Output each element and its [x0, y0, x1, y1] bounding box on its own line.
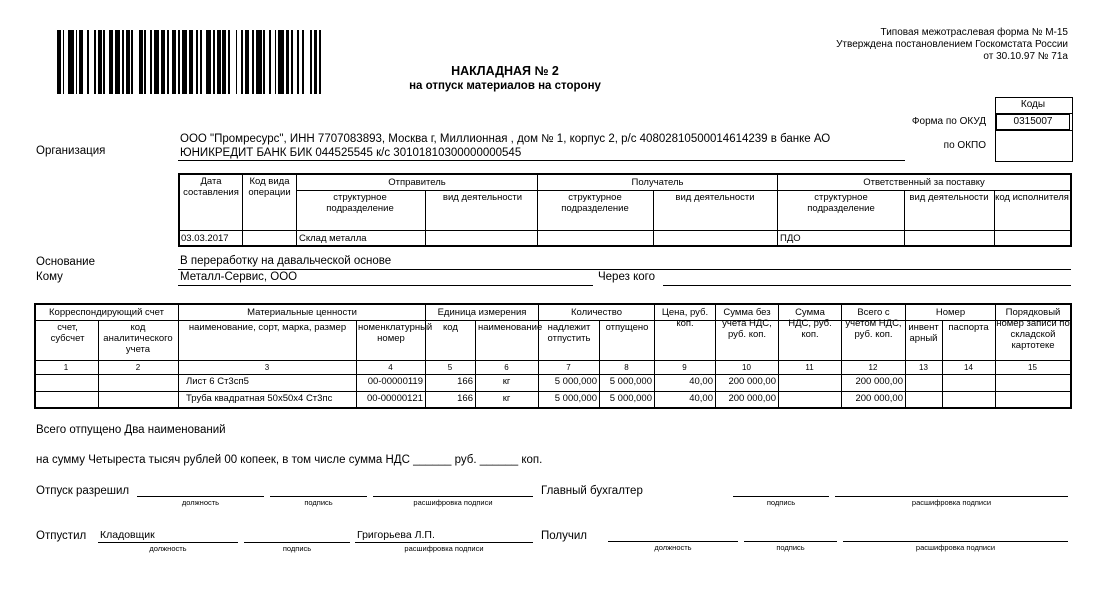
cell-total[interactable]: 200 000,00: [855, 393, 903, 404]
cell-name[interactable]: Лист 6 Ст3сп5: [186, 376, 249, 387]
cell-qty_rel[interactable]: 5 000,000: [609, 376, 652, 387]
sig4-position: должность: [654, 543, 692, 552]
okpo-label: по ОКПО: [943, 140, 986, 151]
header-qty: Количество: [570, 307, 623, 318]
value-resp-div[interactable]: ПДО: [780, 233, 801, 244]
header-qty-due: надлежит отпустить: [547, 322, 591, 344]
cell-name[interactable]: Труба квадратная 50х50х4 Ст3пс: [186, 393, 333, 404]
column-number: 5: [447, 363, 453, 372]
cell-price[interactable]: 40,00: [689, 376, 713, 387]
header-date: Дата составления: [183, 176, 239, 198]
header-unit: Единица измерения: [437, 307, 527, 318]
codes-header: Коды: [1020, 99, 1046, 110]
cell-qty_rel[interactable]: 5 000,000: [609, 393, 652, 404]
cell-nomen[interactable]: 00-00000119: [367, 376, 423, 387]
column-number: 13: [919, 363, 928, 372]
released-by-label: Отпустил: [36, 530, 87, 542]
header-total: Всего с учетом НДС, руб. коп.: [845, 307, 902, 340]
barcode: [57, 30, 325, 94]
header-material: Материальные ценности: [247, 307, 357, 318]
organization-label: Организация: [36, 145, 106, 157]
header-corr-account: Корреспондирующий счет: [49, 307, 164, 318]
column-number: 12: [868, 363, 878, 372]
total-items: Всего отпущено Два наименований: [36, 424, 226, 436]
cell-qty_due[interactable]: 5 000,000: [554, 393, 597, 404]
document-title: НАКЛАДНАЯ № 2: [451, 64, 559, 78]
basis-value[interactable]: В переработку на давальческой основе: [180, 255, 392, 267]
header-vat: Сумма НДС, руб. коп.: [788, 307, 832, 340]
okud-value: 0315007: [1013, 116, 1053, 127]
release-permitted-label: Отпуск разрешил: [36, 485, 130, 497]
to-whom-value[interactable]: Металл-Сервис, ООО: [180, 271, 298, 283]
to-whom-label: Кому: [36, 271, 63, 283]
header-nomen: номенклатурный номер: [358, 322, 433, 344]
organization-line2: ЮНИКРЕДИТ БАНК БИК 044525545 к/с 30101810300000000545: [180, 147, 522, 159]
header-resp-act: вид деятельности: [909, 192, 989, 203]
sig3-decoding: расшифровка подписи: [404, 544, 484, 553]
header-sender-div: структурное подразделение: [326, 192, 394, 214]
released-name[interactable]: Григорьева Л.П.: [357, 529, 435, 541]
sig1-signature: подпись: [304, 498, 333, 507]
form-info-line2: Утверждена постановлением Госкомстата России: [836, 39, 1068, 50]
chief-accountant-label: Главный бухгалтер: [541, 485, 643, 497]
through-label: Через кого: [598, 271, 655, 283]
column-number: 15: [1028, 363, 1037, 372]
header-receiver-div: структурное подразделение: [561, 192, 629, 214]
header-analytic: код аналитического учета: [103, 322, 173, 355]
header-qty-released: отпущено: [605, 322, 649, 333]
cell-unit_code[interactable]: 166: [457, 376, 473, 387]
sig3-position: должность: [149, 544, 187, 553]
header-exec-code: код исполнителя: [995, 192, 1069, 203]
header-responsible: Ответственный за поставку: [863, 177, 985, 188]
header-sender: Отправитель: [388, 177, 446, 188]
organization-value: [180, 132, 830, 160]
released-position[interactable]: Кладовщик: [100, 529, 155, 541]
okud-label: Форма по ОКУД: [911, 116, 986, 127]
cell-unit_code[interactable]: 166: [457, 393, 473, 404]
cell-sum[interactable]: 200 000,00: [728, 393, 776, 404]
column-number: 7: [566, 363, 571, 372]
header-price: Цена, руб. коп.: [661, 307, 709, 329]
column-number: 8: [624, 363, 629, 372]
form-info: [836, 27, 1068, 63]
organization-line1: ООО "Промресурс", ИНН 7707083893, Москва г, Миллионная , дом № 1, корпус 2, р/с 40802810500014614239 в банке АО: [180, 133, 831, 145]
header-receiver: Получатель: [631, 177, 684, 188]
cell-sum[interactable]: 200 000,00: [728, 376, 776, 387]
sig2-signature: подпись: [766, 498, 796, 507]
header-op-code: Код вида операции: [248, 176, 291, 198]
column-number: 14: [964, 363, 973, 372]
sig2-decoding: расшифровка подписи: [911, 498, 992, 507]
sig4-decoding: расшифровка подписи: [915, 543, 996, 552]
header-sender-act: вид деятельности: [442, 192, 523, 203]
header-receiver-act: вид деятельности: [675, 192, 755, 203]
column-number: 11: [805, 363, 814, 372]
header-account: счет, субсчет: [50, 322, 85, 344]
total-sum: на сумму Четыреста тысяч рублей 00 копеек, в том числе сумма НДС ______ руб. ______ коп.: [36, 454, 543, 466]
column-number: 6: [504, 363, 509, 372]
column-number: 3: [264, 363, 270, 372]
document-subtitle: на отпуск материалов на сторону: [409, 80, 601, 92]
cell-nomen[interactable]: 00-00000121: [367, 393, 423, 404]
header-number: Номер: [935, 307, 966, 318]
cell-unit_name[interactable]: кг: [502, 376, 511, 387]
sig3-signature: подпись: [282, 544, 312, 553]
header-passport: паспорта: [948, 322, 989, 333]
sig4-signature: подпись: [776, 543, 805, 552]
sig1-decoding: расшифровка подписи: [413, 498, 493, 507]
header-unit-code: код: [443, 322, 458, 333]
column-number: 4: [388, 363, 393, 372]
basis-label: Основание: [36, 256, 95, 268]
cell-price[interactable]: 40,00: [689, 393, 713, 404]
header-sum: Сумма без учета НДС, руб. коп.: [722, 307, 772, 340]
header-resp-div: структурное подразделение: [807, 192, 875, 214]
value-sender-div[interactable]: Склад металла: [299, 233, 367, 244]
cell-total[interactable]: 200 000,00: [855, 376, 903, 387]
header-inventory: инвентарный: [908, 322, 939, 344]
header-seq: Порядковый номер записи по складской картотеке: [996, 307, 1070, 351]
column-number: 1: [63, 363, 69, 372]
column-number: 2: [135, 363, 141, 372]
form-info-line1: Типовая межотраслевая форма № М-15: [880, 27, 1068, 38]
column-number: 9: [682, 363, 687, 372]
column-number: 10: [742, 363, 751, 372]
header-unit-name: наименование: [478, 322, 543, 333]
header-name: наименование, сорт, марка, размер: [188, 322, 347, 333]
value-date[interactable]: 03.03.2017: [181, 233, 229, 244]
cell-unit_name[interactable]: кг: [502, 393, 511, 404]
received-label: Получил: [541, 530, 587, 542]
sig1-position: должность: [181, 498, 220, 507]
form-info-line3: от 30.10.97 № 71а: [983, 51, 1068, 62]
cell-qty_due[interactable]: 5 000,000: [554, 376, 597, 387]
